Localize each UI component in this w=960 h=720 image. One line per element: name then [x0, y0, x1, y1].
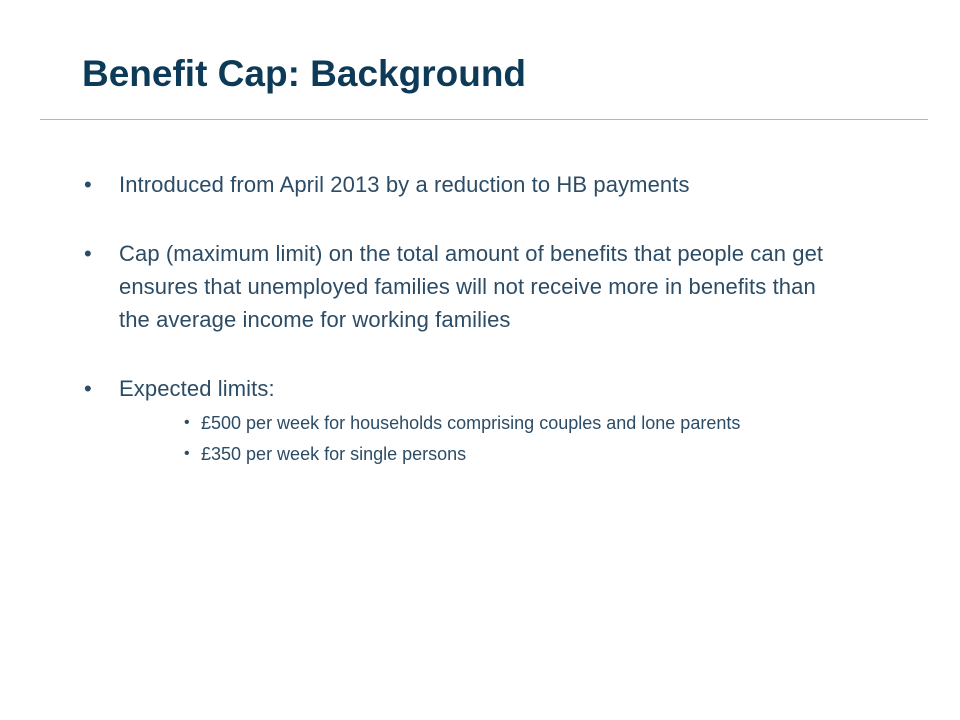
bullet-item	[84, 237, 849, 336]
sub-bullet-text: £500 per week for households comprising couples and lone parents	[201, 413, 741, 433]
slide-title: Benefit Cap: Background	[82, 53, 527, 94]
bullet-text: Expected limits:	[119, 376, 275, 401]
sub-bullet-marker: •	[184, 414, 190, 431]
sub-bullet-marker: •	[184, 445, 190, 462]
bullet-marker: •	[84, 172, 92, 197]
bullet-item	[84, 168, 884, 201]
bullet-text: Introduced from April 2013 by a reduction to HB payments	[119, 172, 690, 197]
bullet-marker: •	[84, 376, 92, 401]
slide-body	[84, 168, 884, 466]
bullet-item	[84, 372, 884, 405]
sub-bullet-text: £350 per week for single persons	[201, 444, 467, 464]
bullet-marker: •	[84, 241, 92, 266]
sub-bullet-item	[184, 411, 851, 435]
bullet-text: Cap (maximum limit) on the total amount of benefits that people can get ensures that unemployed families will not receive more in benefits than the average income for working families	[119, 241, 824, 332]
sub-bullet-item	[184, 442, 851, 466]
title-divider	[40, 119, 928, 120]
